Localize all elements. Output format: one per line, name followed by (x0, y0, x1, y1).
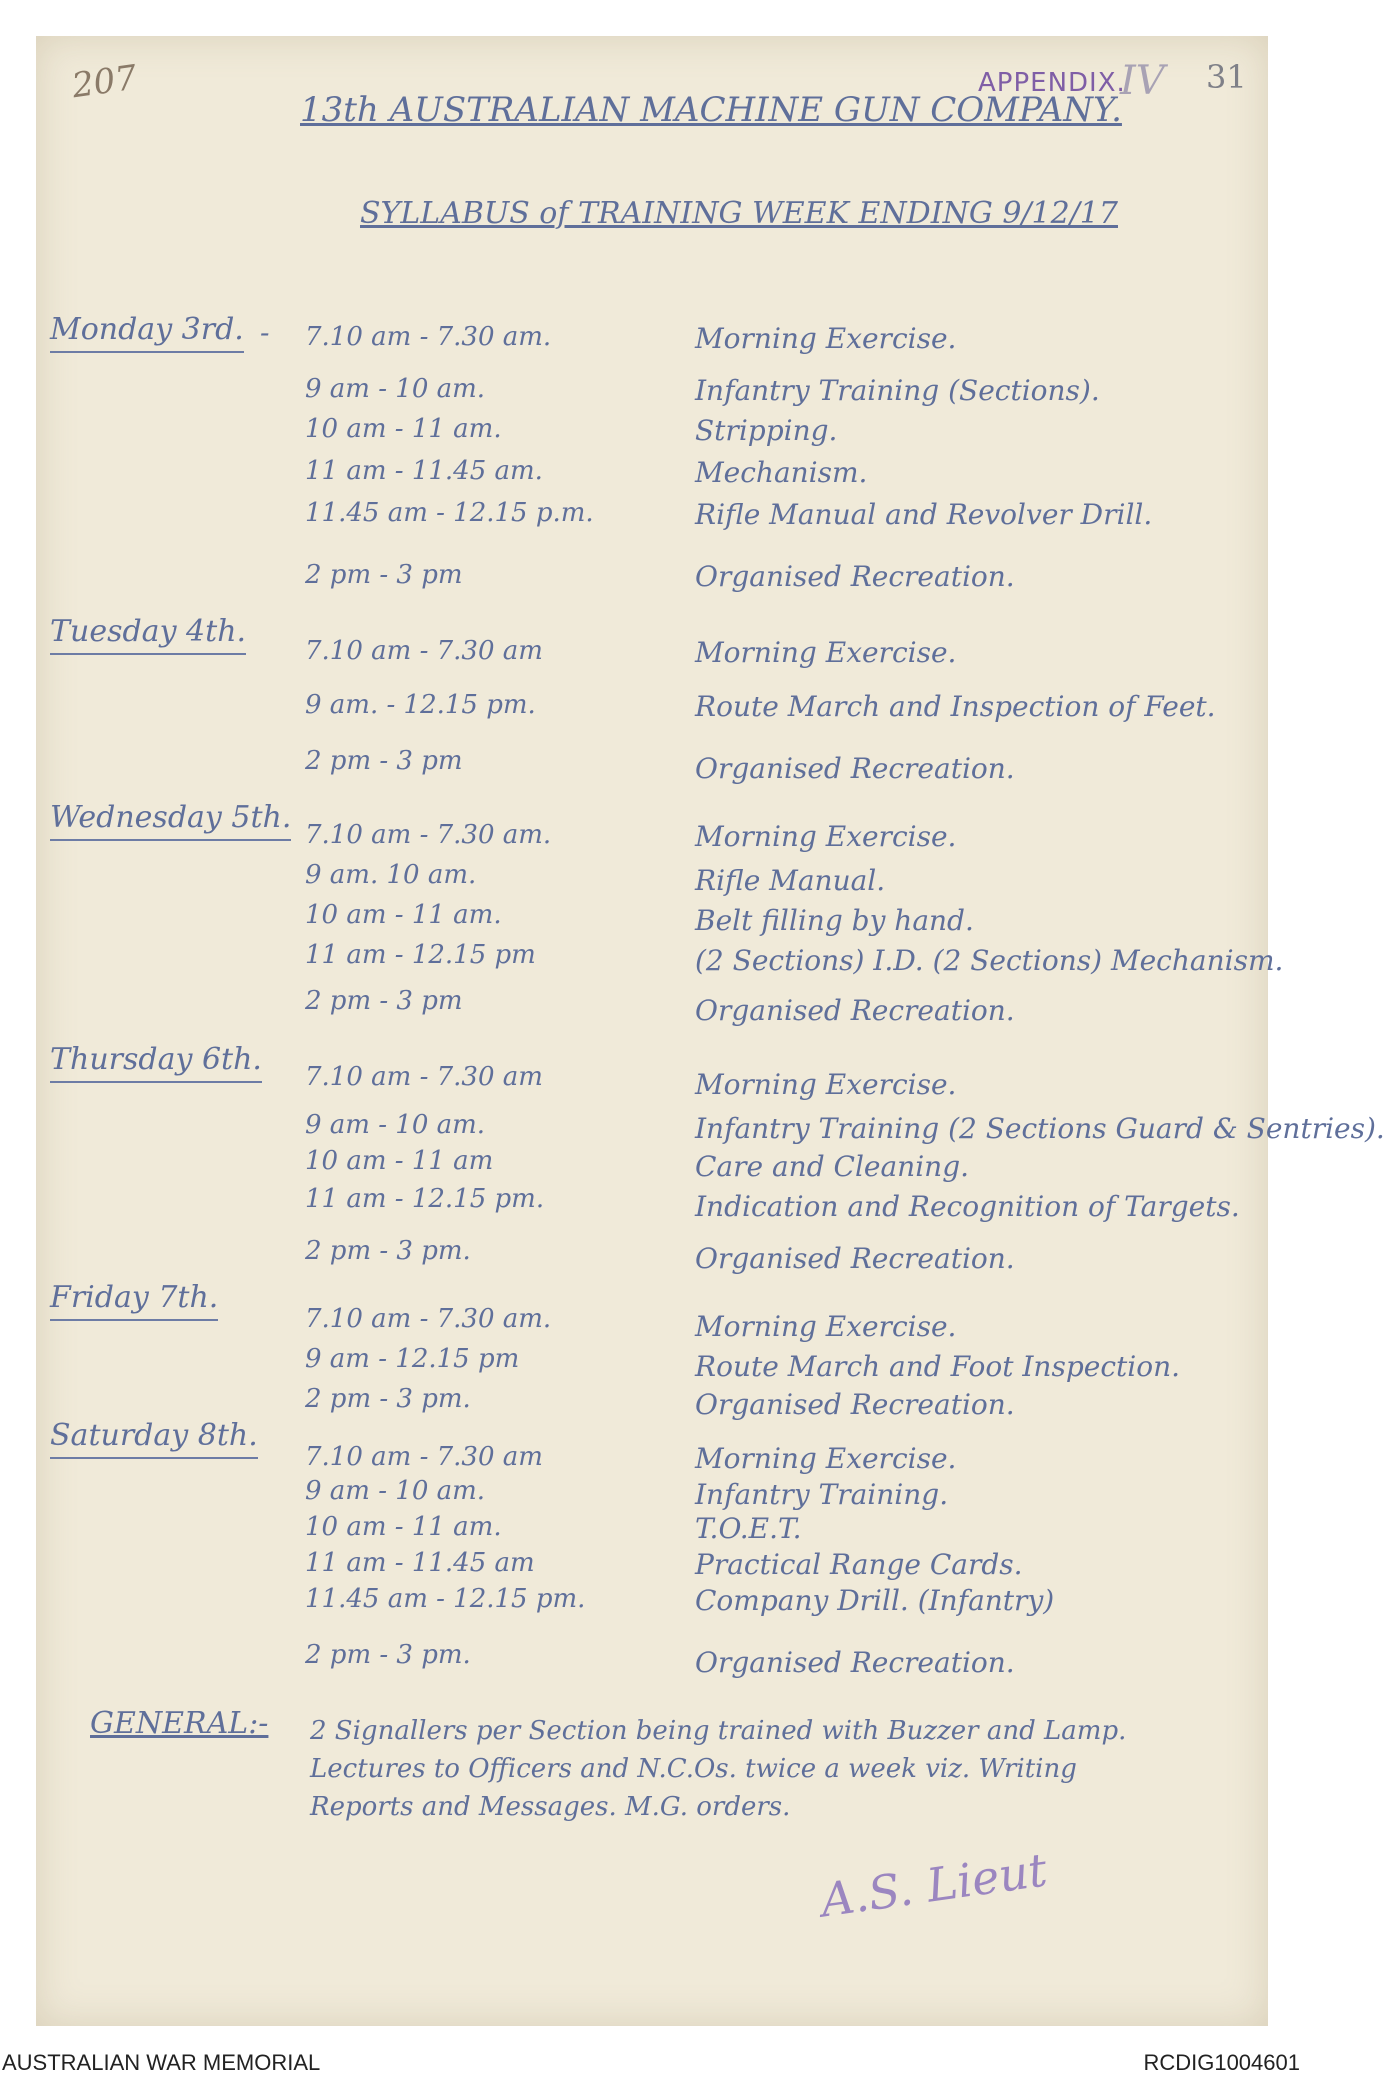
schedule-time: 7.10 am - 7.30 am (305, 1442, 543, 1472)
schedule-activity: Morning Exercise. (695, 322, 957, 355)
schedule-time: 2 pm - 3 pm (305, 986, 463, 1016)
schedule-time: 9 am - 10 am. (305, 1476, 486, 1506)
schedule-time: 2 pm - 3 pm (305, 746, 463, 776)
document-title: 13th AUSTRALIAN MACHINE GUN COMPANY. (300, 90, 1122, 130)
schedule-activity: Organised Recreation. (695, 994, 1015, 1027)
schedule-activity: Organised Recreation. (695, 1242, 1015, 1275)
schedule-time: 2 pm - 3 pm. (305, 1236, 471, 1266)
folio-number: 207 (69, 57, 140, 107)
schedule-activity: Indication and Recognition of Targets. (695, 1190, 1240, 1223)
schedule-activity: Infantry Training. (695, 1478, 949, 1511)
schedule-time: 11.45 am - 12.15 pm. (305, 1584, 586, 1614)
schedule-time: 11 am - 11.45 am. (305, 456, 543, 486)
schedule-activity: Mechanism. (695, 456, 868, 489)
document-subtitle: SYLLABUS of TRAINING WEEK ENDING 9/12/17 (360, 196, 1118, 231)
schedule-activity: Stripping. (695, 414, 838, 447)
schedule-activity: Organised Recreation. (695, 560, 1015, 593)
schedule-activity: Rifle Manual and Revolver Drill. (695, 498, 1153, 531)
day-dash: - (260, 316, 270, 349)
schedule-activity: T.O.E.T. (695, 1512, 802, 1545)
schedule-activity: Infantry Training (Sections). (695, 374, 1100, 407)
schedule-activity: Infantry Training (2 Sections Guard & Sentries). (695, 1112, 1385, 1145)
schedule-activity: Rifle Manual. (695, 864, 886, 897)
schedule-time: 7.10 am - 7.30 am (305, 1062, 543, 1092)
general-heading: GENERAL:- (90, 1706, 269, 1741)
schedule-time: 7.10 am - 7.30 am. (305, 1304, 552, 1334)
day-label-saturday: Saturday 8th. (50, 1418, 258, 1459)
schedule-time: 9 am. - 12.15 pm. (305, 690, 536, 720)
schedule-time: 11 am - 11.45 am (305, 1548, 535, 1578)
day-label-wednesday: Wednesday 5th. (50, 800, 291, 841)
appendix-stamp: APPENDIX. (978, 68, 1126, 98)
schedule-time: 9 am - 10 am. (305, 374, 486, 404)
schedule-activity: Practical Range Cards. (695, 1548, 1023, 1581)
schedule-activity: Morning Exercise. (695, 636, 957, 669)
schedule-time: 2 pm - 3 pm (305, 560, 463, 590)
schedule-activity: Morning Exercise. (695, 1442, 957, 1475)
day-label-tuesday: Tuesday 4th. (50, 614, 246, 655)
schedule-time: 7.10 am - 7.30 am. (305, 820, 552, 850)
schedule-time: 11 am - 12.15 pm. (305, 1184, 545, 1214)
general-note-line: 2 Signallers per Section being trained with Buzzer and Lamp. (310, 1716, 1127, 1746)
schedule-time: 10 am - 11 am. (305, 1512, 502, 1542)
schedule-time: 11 am - 12.15 pm (305, 940, 536, 970)
schedule-activity: Care and Cleaning. (695, 1150, 970, 1183)
schedule-activity: Route March and Inspection of Feet. (695, 690, 1216, 723)
schedule-time: 7.10 am - 7.30 am (305, 636, 543, 666)
schedule-activity: Morning Exercise. (695, 1068, 957, 1101)
schedule-time: 11.45 am - 12.15 p.m. (305, 498, 594, 528)
appendix-number: IV (1120, 58, 1165, 104)
schedule-time: 2 pm - 3 pm. (305, 1384, 471, 1414)
schedule-activity: Morning Exercise. (695, 1310, 957, 1343)
schedule-activity: (2 Sections) I.D. (2 Sections) Mechanism. (695, 944, 1284, 977)
archive-credit: AUSTRALIAN WAR MEMORIAL (2, 2050, 321, 2075)
page-number: 31 (1206, 58, 1247, 96)
signature: A.S. Lieut (817, 1842, 1051, 1928)
day-label-friday: Friday 7th. (50, 1280, 218, 1321)
schedule-activity: Route March and Foot Inspection. (695, 1350, 1181, 1383)
day-label-thursday: Thursday 6th. (50, 1042, 262, 1083)
schedule-time: 2 pm - 3 pm. (305, 1640, 471, 1670)
schedule-time: 9 am - 10 am. (305, 1110, 486, 1140)
day-label-monday: Monday 3rd. (50, 312, 244, 353)
general-note-line: Lectures to Officers and N.C.Os. twice a week viz. Writing (310, 1754, 1077, 1784)
schedule-time: 10 am - 11 am (305, 1146, 494, 1176)
general-note-line: Reports and Messages. M.G. orders. (310, 1792, 791, 1822)
schedule-activity: Organised Recreation. (695, 1646, 1015, 1679)
schedule-time: 10 am - 11 am. (305, 414, 502, 444)
schedule-activity: Morning Exercise. (695, 820, 957, 853)
schedule-activity: Company Drill. (Infantry) (695, 1584, 1055, 1617)
schedule-activity: Belt filling by hand. (695, 904, 974, 937)
archive-reference: RCDIG1004601 (1143, 2050, 1300, 2075)
schedule-activity: Organised Recreation. (695, 752, 1015, 785)
schedule-time: 9 am. 10 am. (305, 860, 477, 890)
schedule-activity: Organised Recreation. (695, 1388, 1015, 1421)
schedule-time: 9 am - 12.15 pm (305, 1344, 520, 1374)
schedule-time: 10 am - 11 am. (305, 900, 502, 930)
schedule-time: 7.10 am - 7.30 am. (305, 322, 552, 352)
